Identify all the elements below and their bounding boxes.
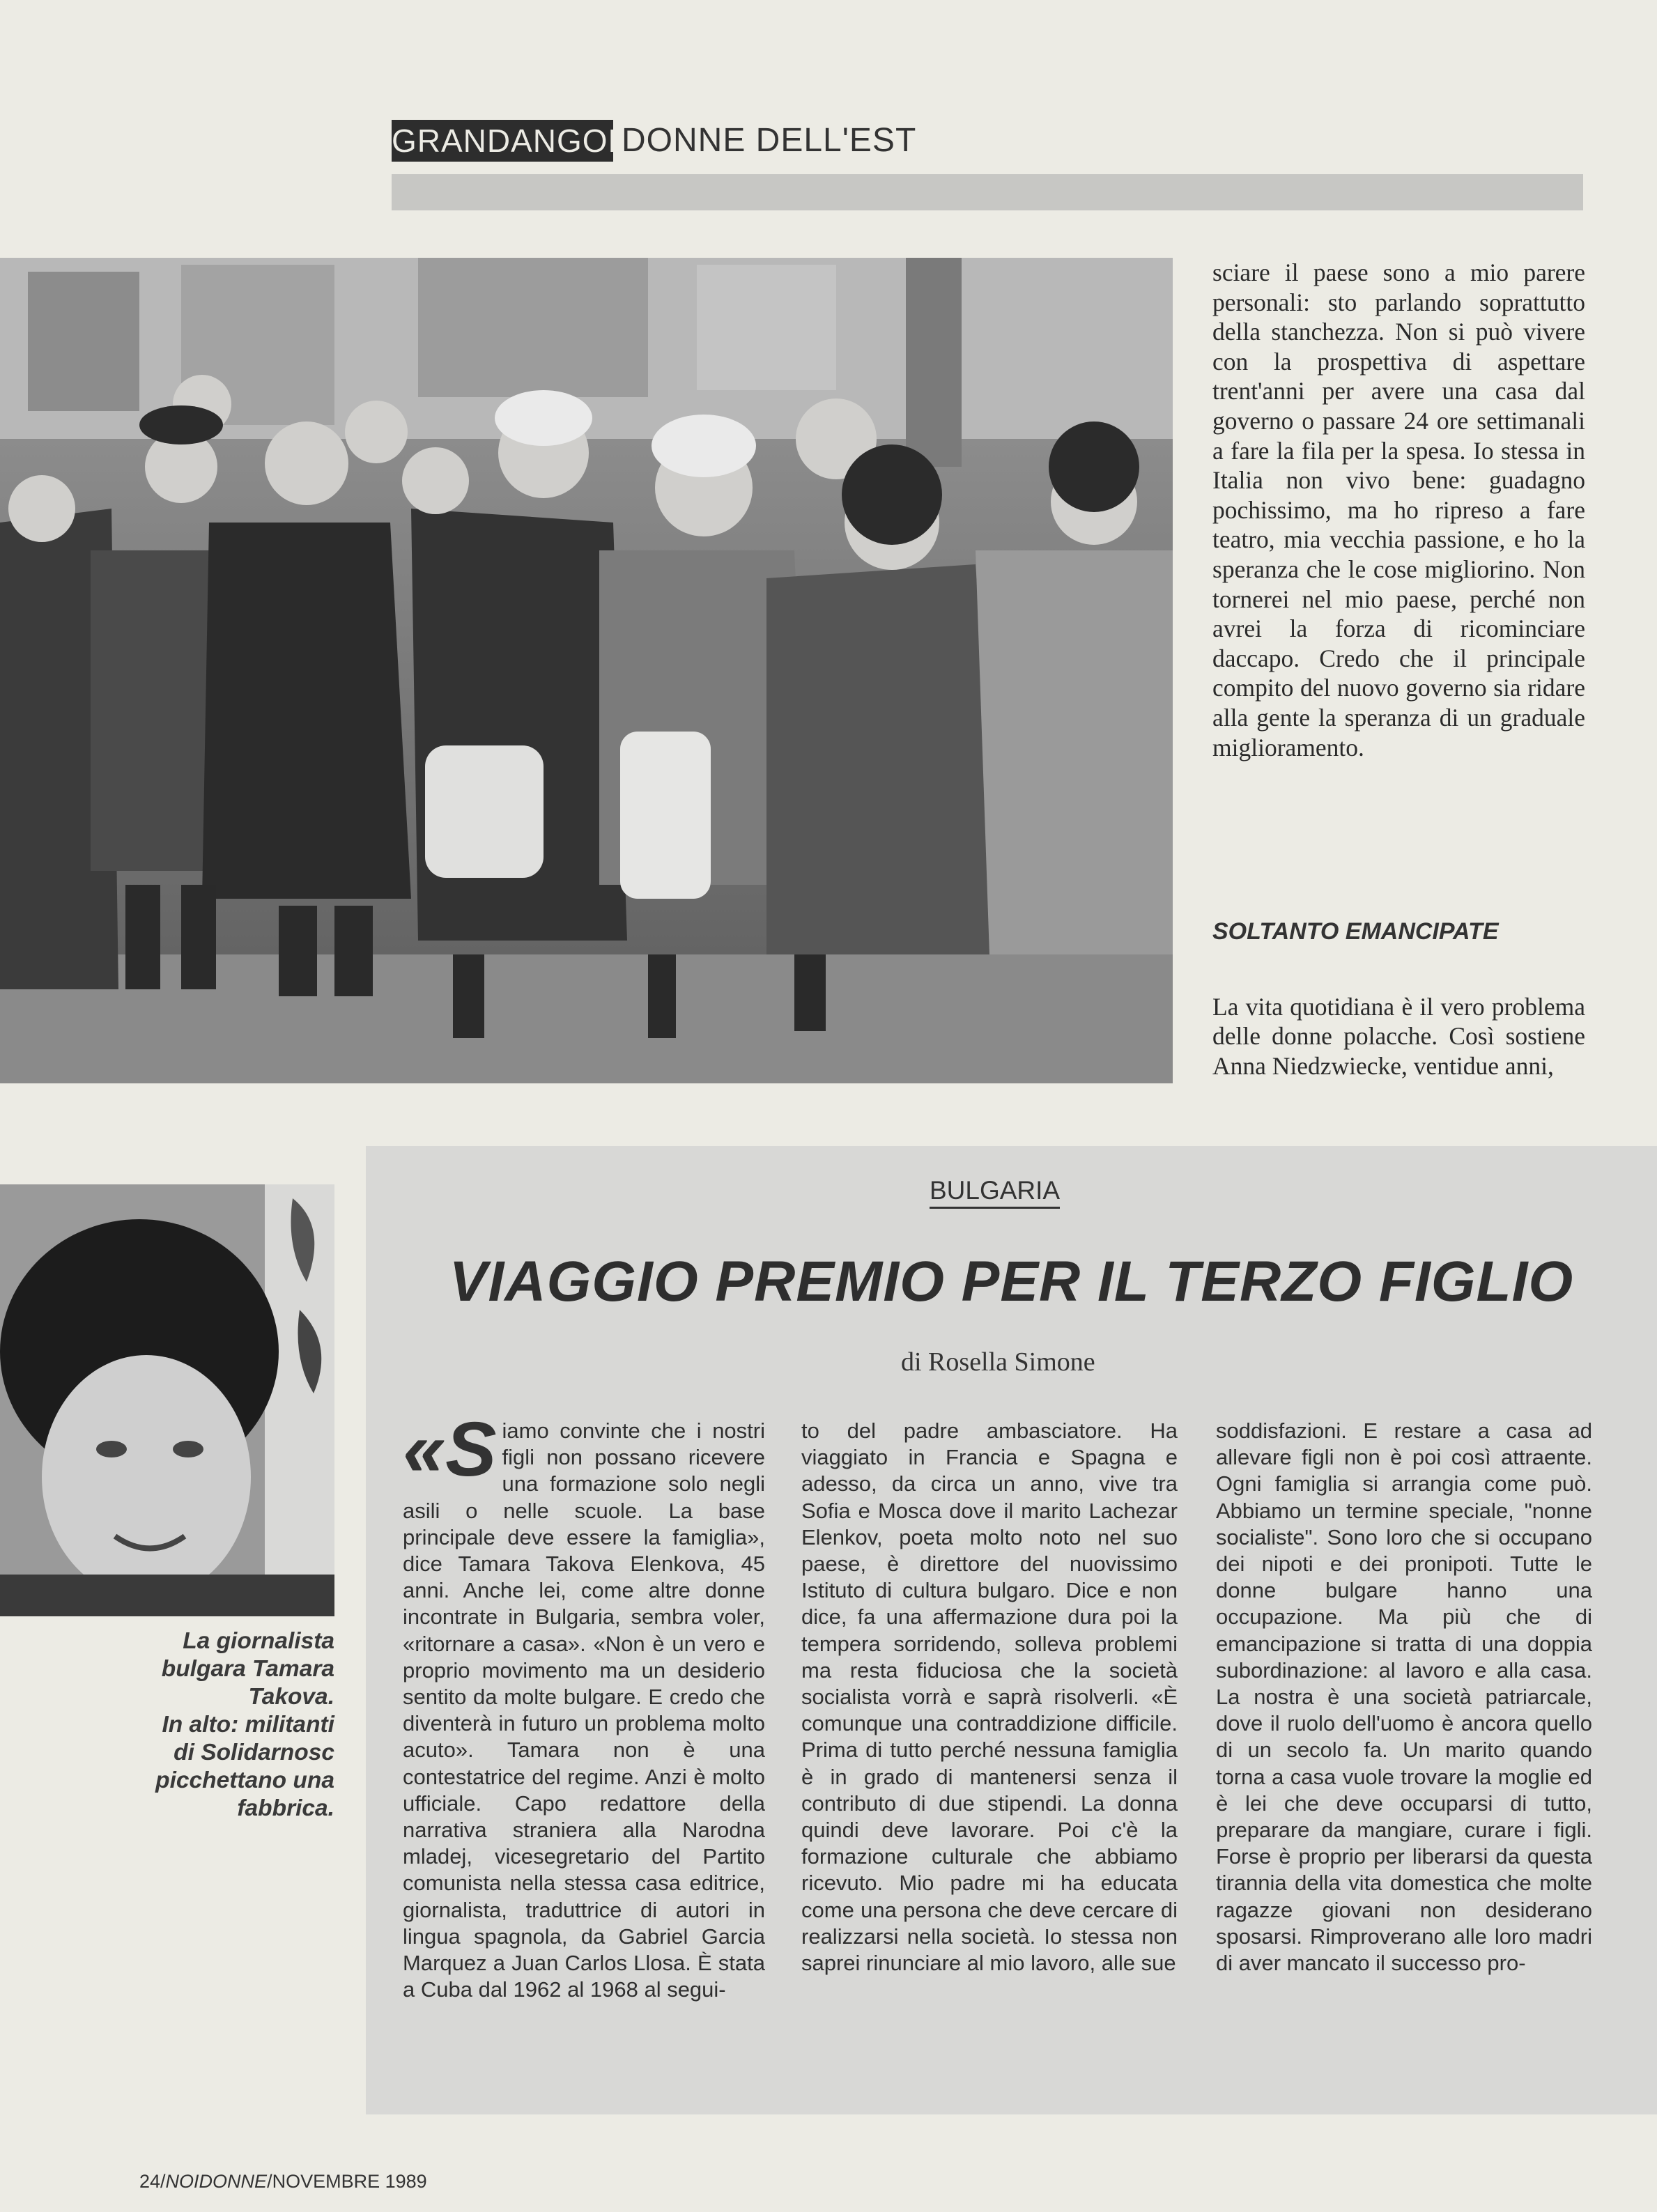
section-kicker: GRANDANGOLO [392,120,613,162]
body-paragraph: sciare il paese sono a mio parere personali: sto parlando soprattutto della stanchezza. Non si può vivere con la prospettiva di aspettare trent'anni per avere una casa dal governo o passare 24 ore settimanali a fare la fila per la spesa. Io stessa in Italia non vivo bene: guadagno pochissimo, ma ho ripreso a fare teatro, mia vecchia passione, e ho la speranza che le cose migliorino. Non tornerei nel mio paese, perché non avrei la forza di ricominciare daccapo. Credo che il principale compito del nuovo governo sia ridare alla gente la speranza di un graduale miglioramento. [1212,258,1585,761]
article-byline: di Rosella Simone [901,1347,1095,1377]
top-photo [0,258,1173,1083]
crowd-photo-illustration [0,258,1173,1083]
page-number: 24/ [139,2171,166,2192]
issue-date: /NOVEMBRE 1989 [267,2171,427,2192]
article-section-label: BULGARIA [930,1176,1060,1209]
caption-line: di Solidarnosc [174,1740,334,1765]
section-topic: DONNE DELL'EST [622,122,917,159]
caption-line: bulgara Tamara [161,1656,334,1682]
caption-line: Takova. [248,1684,334,1710]
caption-line: picchettano una [155,1768,334,1793]
magazine-name: NOIDONNE [165,2171,268,2192]
photo-caption [105,1627,334,1823]
caption-line: fabbrica. [237,1795,334,1821]
article-text: iamo convinte che i nostri figli non possano ricevere una formazione solo negli asili o nelle scuole. La base principale deve essere la famiglia», dice Tamara Takova Elenkova, 45 anni. Anche lei, come altre donne incontrate in Bulgaria, sembra voler, «ritornare a casa». «Non è un vero e proprio movimento ma un desiderio sentito da molte bulgare. E credo che diventerà in futuro un problema molto acuto». Tamara non è una contestatrice del regime. Anzi è molto ufficiale. Capo redattore della narrativa straniera alla Narodna mladej, vicesegretario del Partito comunista nella stessa casa editrice, giornalista, traduttrice di autori in lingua spagnola, da Gabriel Garcia Marquez a Juan Carlos Llosa. È stata a Cuba dal 1962 al 1968 al segui- [403,1418,765,2002]
top-right-text-column [1212,258,1585,762]
caption-line: In alto: militanti [162,1712,334,1738]
article-column-2 [801,1418,1178,1977]
page-footer [139,2171,427,2192]
caption-line: La giornalista [183,1628,334,1654]
article-column-1 [403,1407,765,2003]
article-headline: VIAGGIO PREMIO PER IL TERZO FIGLIO [449,1250,1574,1313]
top-right-text-continuation [1212,967,1585,1106]
header-rule-bar [392,174,1583,210]
drop-cap: «S [403,1407,497,1492]
article-text: to del padre ambasciatore. Ha viaggiato in Francia e Spagna e adesso, da circa un anno, vive tra Sofia e Mosca dove il marito Lachezar Elenkov, poeta molto noto nel suo paese, è direttore del nuovissimo Istituto di cultura bulgaro. Dice e non dice, fa una affermazione dura poi la tempera sorridendo, solleva problemi ma resta fiduciosa che la società socialista vorrà e saprà risolverli. «È comunque una contraddizione difficile. Prima di tutto perché nessuna famiglia è in grado di mantenersi senza il contributo di due stipendi. La donna quindi deve lavorare. Poi c'è la formazione culturale che abbiamo ricevuto. Mio padre mi ha educata come una persona che deve cercare di realizzarsi nella società. Io stessa non saprei rinunciare al mio lavoro, alle sue [801,1418,1178,1976]
article-text: soddisfazioni. E restare a casa ad allevare figli non è poi così attraente. Ogni famiglia si arrangia come può. Abbiamo un termine speciale, "nonne socialiste". Sono loro che si occupano dei nipoti e dei pronipoti. Tutte le donne bulgare hanno una occupazione. Ma più che di emancipazione si tratta di una doppia subordinazione: al lavoro e alla casa. La nostra è una società patriarcale, dove il ruolo dell'uomo è ancora quello di un secolo fa. Un marito quando torna a casa vuole trovare la moglie ed è lei che deve occuparsi di tutto, preparare da mangiare, curare i figli. Forse è proprio per liberarsi da questa tirannia della vita domestica che molte ragazze giovani non desiderano sposarsi. Rimproverano alle loro madri di aver mancato il successo pro- [1216,1418,1592,1976]
article-column-3 [1216,1418,1592,1977]
portrait-illustration [0,1184,334,1616]
portrait-photo [0,1184,334,1616]
subheading: SOLTANTO EMANCIPATE [1212,918,1499,945]
body-paragraph: La vita quotidiana è il vero problema delle donne polacche. Così sostiene Anna Niedzwiecke, ventidue anni, [1212,992,1585,1080]
